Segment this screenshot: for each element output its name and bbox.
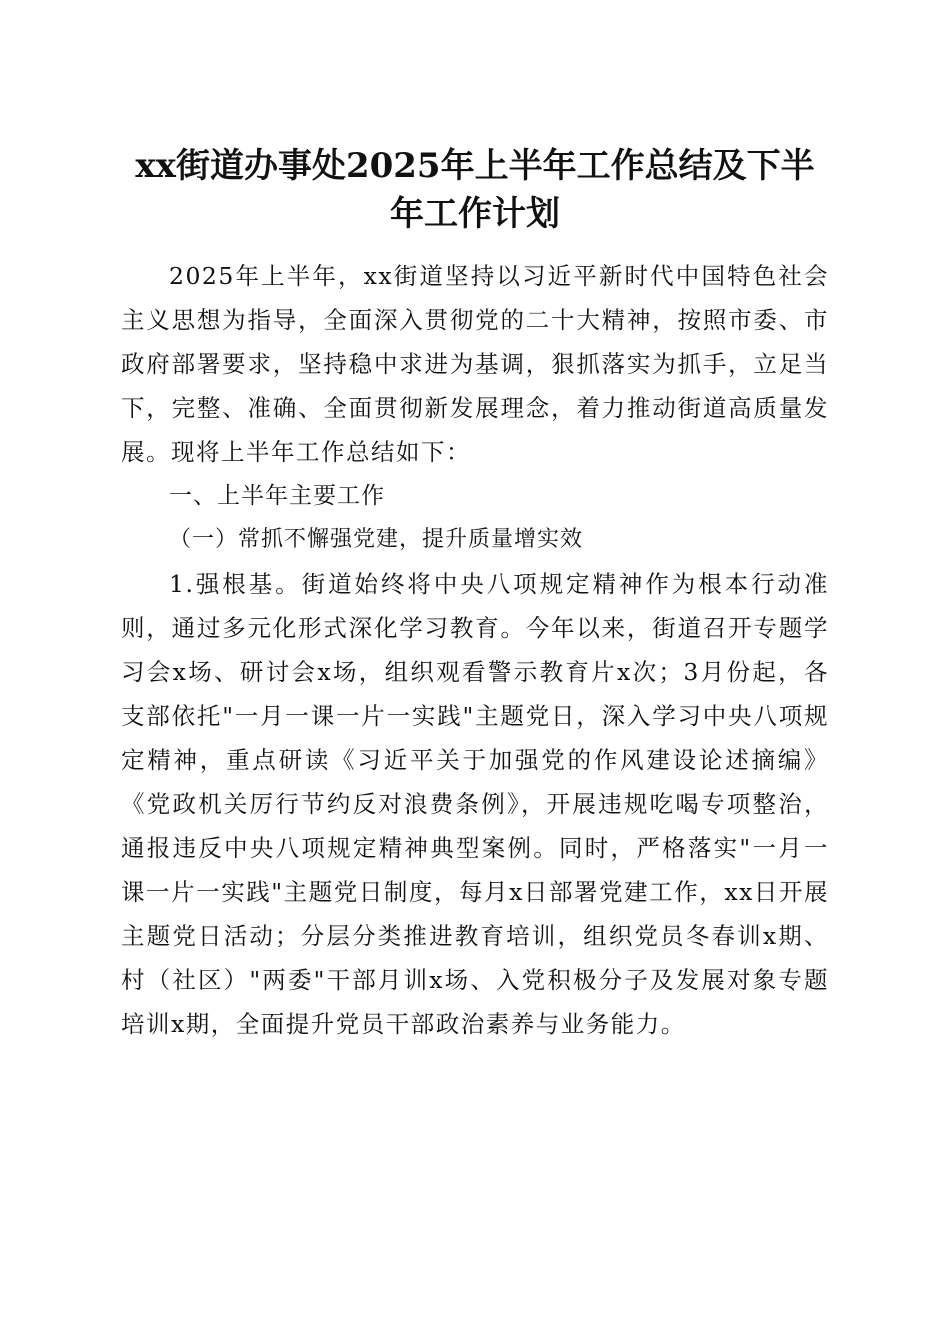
subsection-heading: （一）常抓不懈强党建，提升质量增实效 [169,527,584,552]
document-body [121,254,829,1046]
document-title [100,142,850,238]
item-paragraph: 1.强根基。街道始终将中央八项规定精神作为根本行动准则，通过多元化形式深化学习教育。今年以来，街道召开专题学习会x场、研讨会x场，组织观看警示教育片x次；3月份起，各支部依托"一月一课一片一实践"主题党日，深入学习中央八项规定精神，重点研读《习近平关于加强党的作风建设论述摘编》《党政机关厉行节约反对浪费条例》，开展违规吃喝专项整治，通报违反中央八项规定精神典型案例。同时，严格落实"一月一课一片一实践"主题党日制度，每月x日部署党建工作，xx日开展主题党日活动；分层分类推进教育培训，组织党员冬春训x期、村（社区）"两委"干部月训x场、入党积极分子及发展对象专题培训x期，全面提升党员干部政治素养与业务能力。 [121,570,829,1038]
intro-paragraph: 2025年上半年，xx街道坚持以习近平新时代中国特色社会主义思想为指导，全面深入贯彻党的二十大精神，按照市委、市政府部署要求，坚持稳中求进为基调，狠抓落实为抓手，立足当下，完整、准确、全面贯彻新发展理念，着力推动街道高质量发展。现将上半年工作总结如下： [121,262,829,466]
title-line-1: xx街道办事处2025年上半年工作总结及下半 [135,146,815,186]
section-heading: 一、上半年主要工作 [169,483,385,509]
title-line-2: 年工作计划 [390,194,560,234]
